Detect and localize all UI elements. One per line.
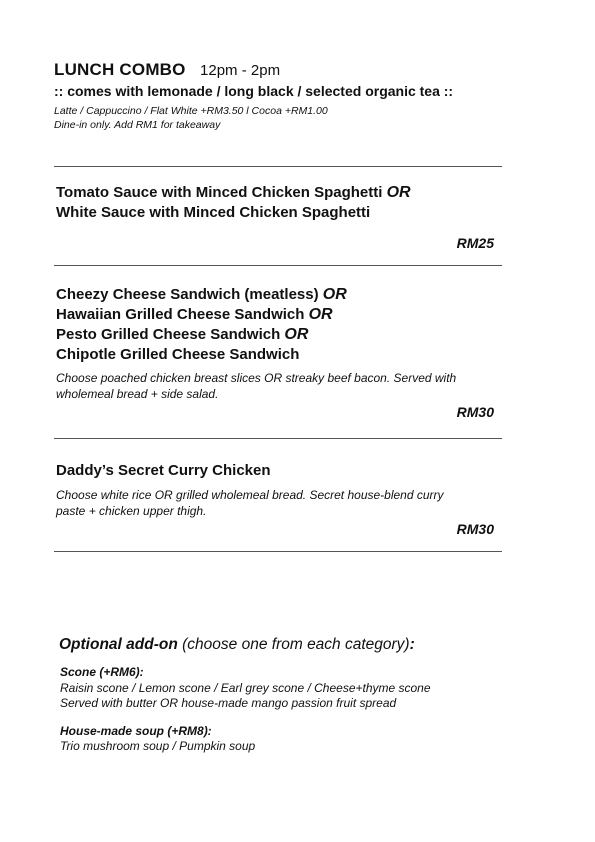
item-description: Choose white rice OR grilled wholemeal bread. Secret house-blend curry xyxy=(56,488,444,502)
or-label: OR xyxy=(386,184,411,201)
menu-item-name: White Sauce with Minced Chicken Spaghetti xyxy=(56,204,371,221)
menu-item-name: Hawaiian Grilled Cheese Sandwich xyxy=(56,306,305,323)
item-description: Choose poached chicken breast slices OR streaky beef bacon. Served with xyxy=(56,371,457,385)
menu-item-line xyxy=(56,285,347,305)
menu-item-name: Chipotle Grilled Cheese Sandwich xyxy=(56,346,300,363)
addon-colon: : xyxy=(409,636,415,653)
coffee-upgrade-note: Latte / Cappuccino / Flat White +RM3.50 l Cocoa +RM1.00 xyxy=(54,105,328,117)
menu-item-name: Tomato Sauce with Minced Chicken Spaghetti xyxy=(56,184,383,201)
serving-time: 12pm - 2pm xyxy=(200,62,281,79)
addon-title: Optional add-on xyxy=(59,636,178,653)
takeaway-note: Dine-in only. Add RM1 for takeaway xyxy=(54,119,221,131)
menu-item-line xyxy=(56,345,299,365)
menu-item-line xyxy=(56,183,411,203)
menu-item-line xyxy=(56,203,370,223)
item-description: wholemeal bread + side salad. xyxy=(56,387,219,401)
section-divider xyxy=(54,438,502,439)
section-divider xyxy=(54,166,502,167)
item-description: paste + chicken upper thigh. xyxy=(56,504,207,518)
or-label: OR xyxy=(284,326,309,343)
price: RM30 xyxy=(456,521,494,537)
or-label: OR xyxy=(322,286,347,303)
addon-options: Trio mushroom soup / Pumpkin soup xyxy=(60,739,256,753)
or-label: OR xyxy=(308,306,333,323)
price: RM30 xyxy=(456,404,494,420)
price: RM25 xyxy=(456,235,494,251)
addon-options: Raisin scone / Lemon scone / Earl grey scone / Cheese+thyme scone xyxy=(60,681,431,695)
addon-heading xyxy=(59,636,415,654)
addon-serving-note: Served with butter OR house-made mango passion fruit spread xyxy=(60,696,397,710)
menu-item-line xyxy=(56,325,308,345)
menu-item-name: Cheezy Cheese Sandwich (meatless) xyxy=(56,286,319,303)
menu-item-line xyxy=(56,461,271,481)
menu-item-line xyxy=(56,305,333,325)
section-divider xyxy=(54,551,502,552)
section-divider xyxy=(54,265,502,266)
menu-header xyxy=(54,60,280,80)
addon-category-heading: House-made soup (+RM8): xyxy=(60,724,212,738)
combo-includes: :: comes with lemonade / long black / selected organic tea :: xyxy=(54,83,454,99)
addon-instruction: (choose one from each category) xyxy=(182,636,410,653)
menu-item-name: Daddy’s Secret Curry Chicken xyxy=(56,462,271,479)
addon-category-heading: Scone (+RM6): xyxy=(60,665,144,679)
menu-title: LUNCH COMBO xyxy=(54,60,186,79)
menu-item-name: Pesto Grilled Cheese Sandwich xyxy=(56,326,281,343)
